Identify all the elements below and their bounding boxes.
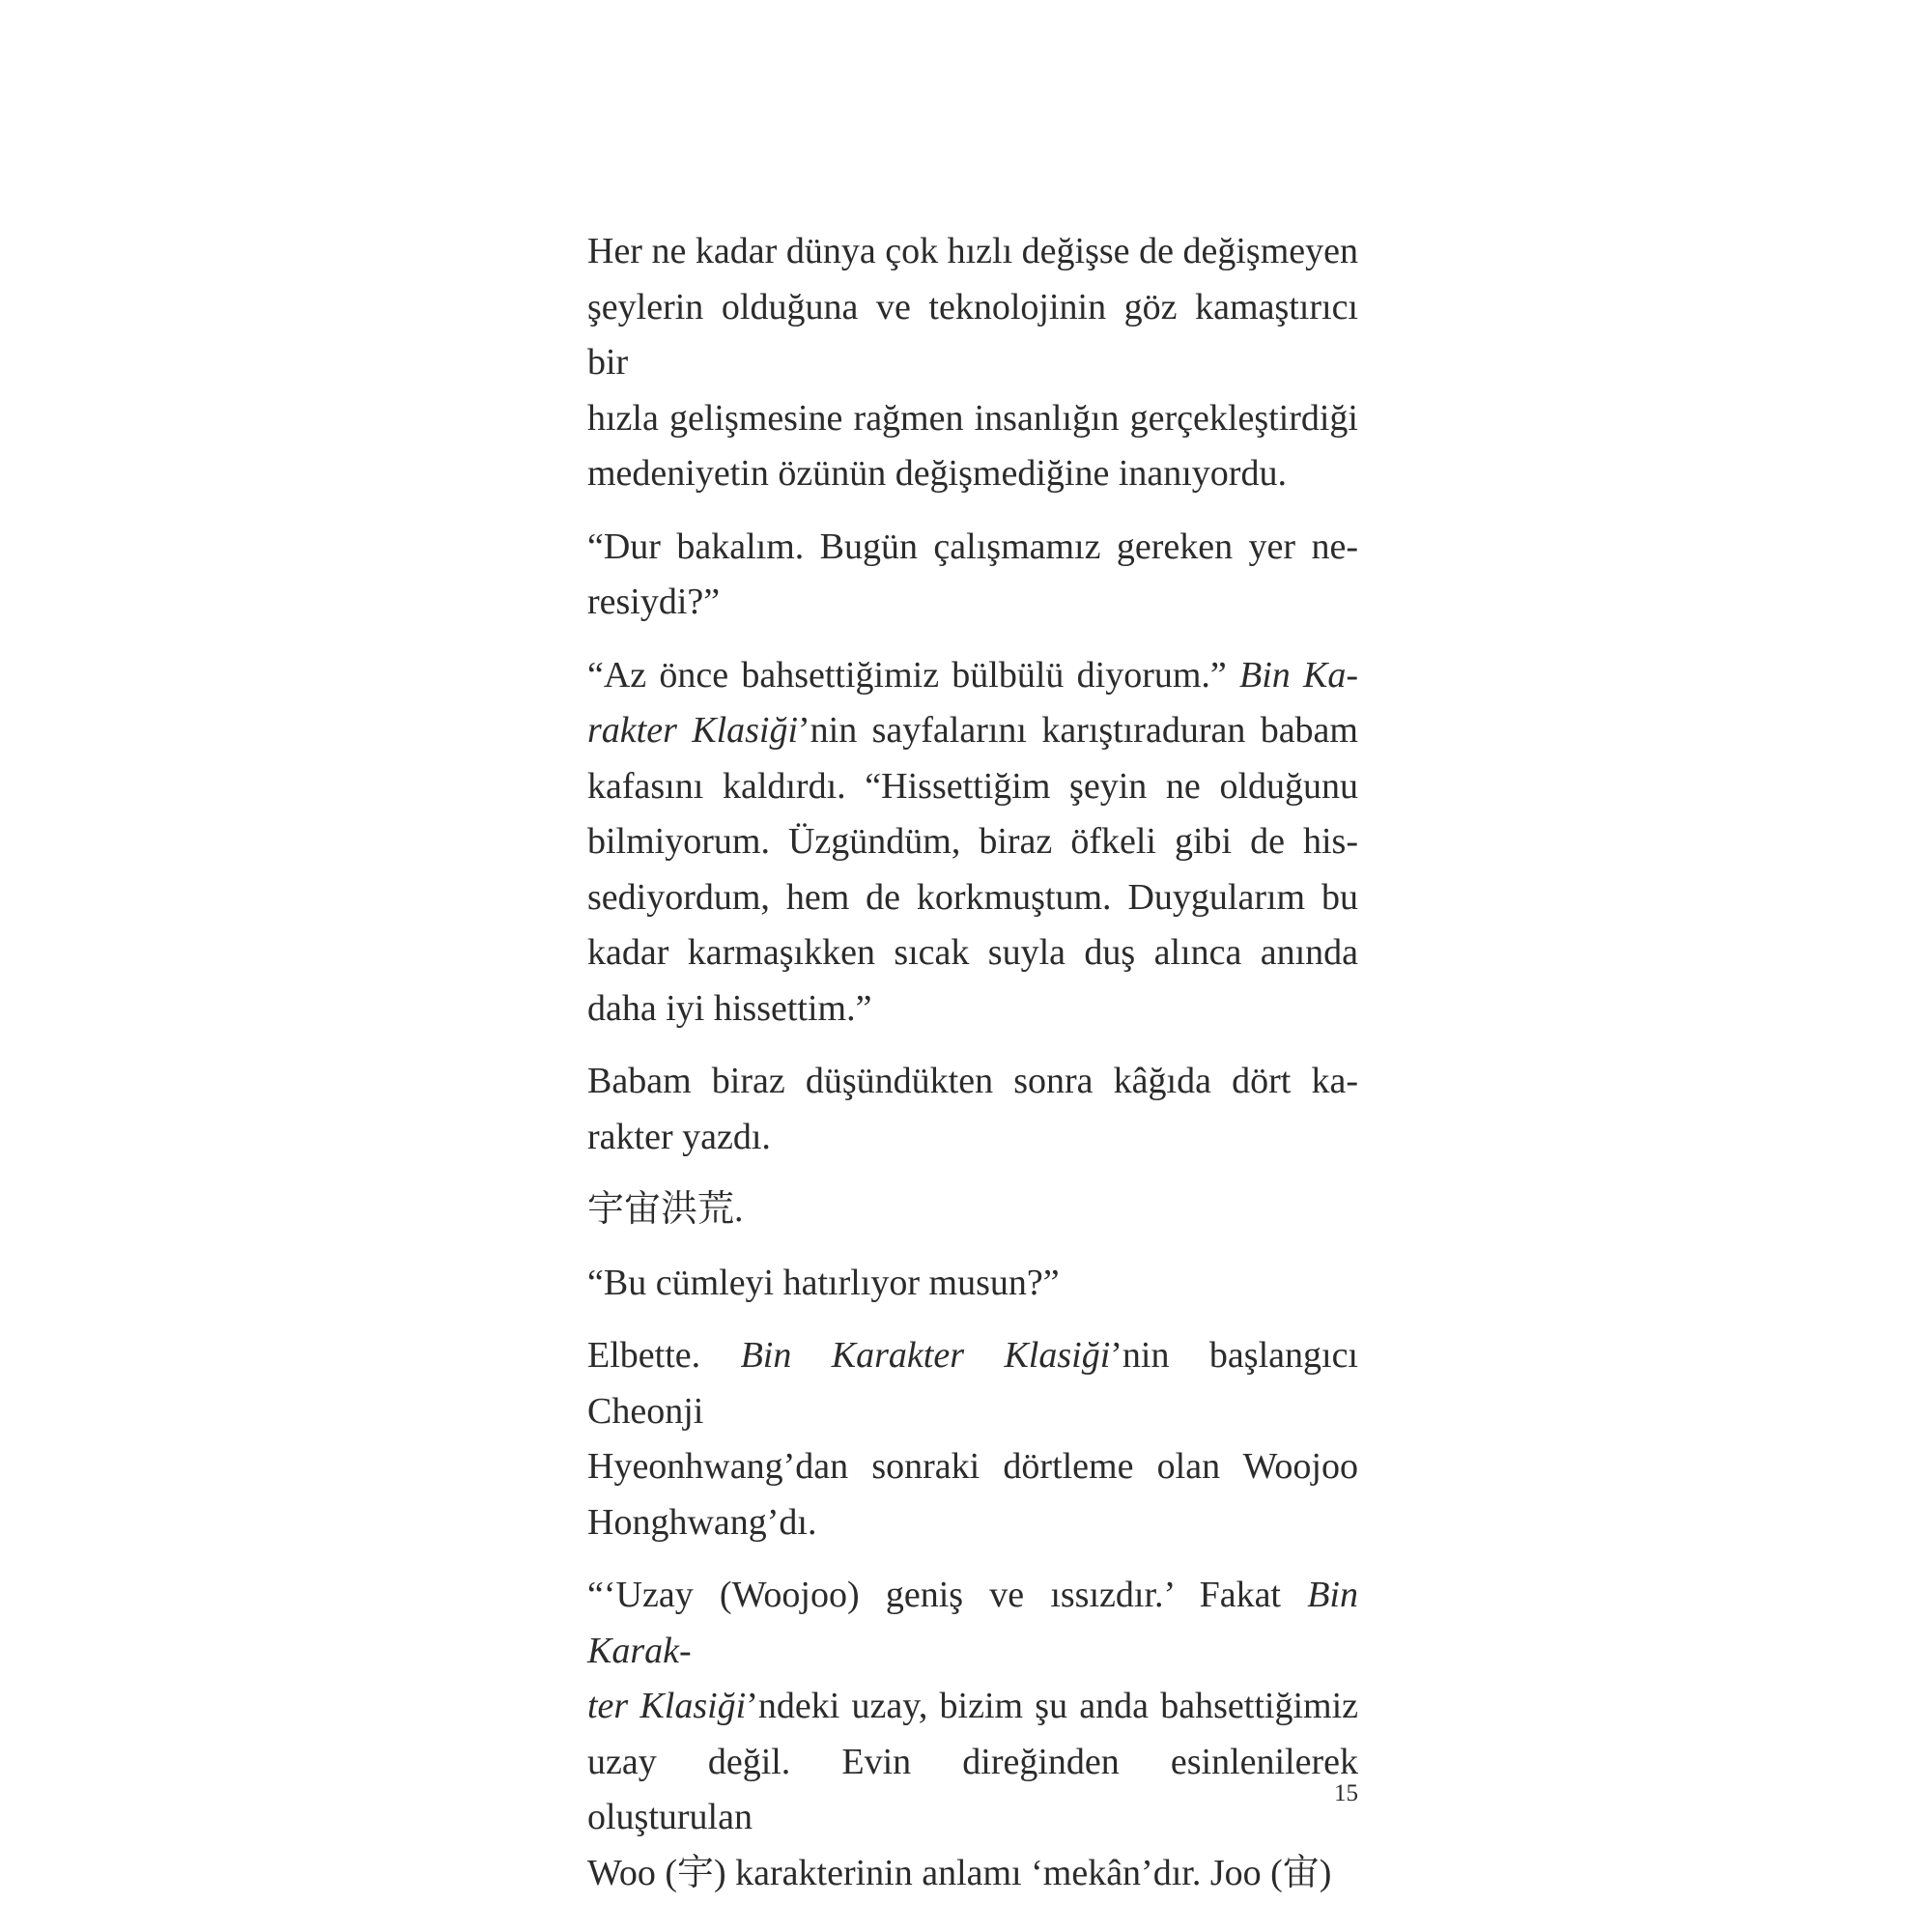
text-line — [587, 648, 1358, 704]
text-run: rakter yazdı. — [587, 1116, 771, 1157]
text-line — [587, 575, 1358, 631]
text-line — [587, 1439, 1358, 1495]
text-run: medeniyetin özünün değişmediğine inanıyordu. — [587, 453, 1287, 494]
text-line — [587, 759, 1358, 815]
text-line — [587, 1328, 1358, 1439]
text-run: Babam biraz düşündükten sonra kâğıda dört ka- — [587, 1061, 1358, 1101]
text-line — [587, 1495, 1358, 1551]
italic-title-text: Bin Karakter Klasiği — [740, 1335, 1111, 1376]
text-run: ’ndeki uzay, bizim şu anda bahsettiğimiz — [746, 1686, 1358, 1726]
text-run: Hyeonhwang’dan sonraki dörtleme olan Woojoo — [587, 1446, 1358, 1487]
text-line — [587, 703, 1358, 759]
text-line — [587, 1735, 1358, 1846]
paragraph — [587, 1182, 1358, 1238]
text-line — [587, 1679, 1358, 1735]
text-line — [587, 981, 1358, 1037]
paragraph — [587, 1256, 1358, 1312]
text-run: daha iyi hissettim.” — [587, 987, 872, 1029]
text-line — [587, 1256, 1358, 1312]
italic-title-text: rakter Klasiği — [587, 710, 799, 751]
text-line — [587, 224, 1358, 280]
text-run: “‘Uzay (Woojoo) geniş ve ıssızdır.’ Fakat — [587, 1575, 1308, 1615]
text-line — [587, 1568, 1358, 1679]
text-run: kadar karmaşıkken sıcak suyla duş alınca anında — [587, 932, 1358, 973]
text-run: “Dur bakalım. Bugün çalışmamız gereken yer ne- — [587, 526, 1358, 567]
text-run: Her ne kadar dünya çok hızlı değişse de değişmeyen — [587, 231, 1358, 271]
text-line — [587, 520, 1358, 576]
body-text — [587, 224, 1358, 1918]
text-line — [587, 391, 1358, 447]
italic-title-text: ter Klasiği — [587, 1686, 747, 1726]
paragraph — [587, 1568, 1358, 1901]
text-line — [587, 814, 1358, 870]
text-line — [587, 925, 1358, 981]
paragraph — [587, 1054, 1358, 1165]
text-run: hızla gelişmesine rağmen insanlığın gerçekleştirdiği — [587, 397, 1358, 439]
paragraph — [587, 648, 1358, 1037]
page-number: 15 — [1334, 1780, 1358, 1806]
text-line — [587, 1110, 1358, 1166]
text-run: “Az önce bahsettiğimiz bülbülü diyorum.” — [587, 654, 1239, 696]
text-run: bilmiyorum. Üzgündüm, biraz öfkeli gibi de his- — [587, 821, 1358, 862]
text-line — [587, 1182, 1358, 1238]
text-line — [587, 1054, 1358, 1110]
text-line — [587, 280, 1358, 391]
italic-title-text: Bin Ka- — [1239, 654, 1358, 696]
text-run: kafasını kaldırdı. “Hissettiğim şeyin ne olduğunu — [587, 765, 1358, 807]
text-run: şeylerin olduğuna ve teknolojinin göz kamaştırıcı bir — [587, 286, 1358, 383]
text-run: Honghwang’dı. — [587, 1501, 817, 1543]
text-line — [587, 1846, 1358, 1902]
text-run: resiydi?” — [587, 582, 721, 622]
text-run: sediyordum, hem de korkmuştum. Duygularım bu — [587, 876, 1358, 918]
paragraph — [587, 1328, 1358, 1550]
text-run: uzay değil. Evin direğinden esinlenilerek oluşturulan — [587, 1741, 1358, 1837]
text-run: ’nin başlangıcı Cheonji — [587, 1335, 1358, 1432]
paragraph — [587, 520, 1358, 631]
text-run: “Bu cümleyi hatırlıyor musun?” — [587, 1262, 1060, 1303]
text-run: 宇宙洪荒. — [587, 1189, 744, 1230]
text-run: Woo (宇) karakterinin anlamı ‘mekân’dır. Joo (宙) — [587, 1852, 1332, 1893]
paragraph — [587, 224, 1358, 502]
italic-title-text: Bin Karak- — [587, 1575, 1358, 1671]
text-line — [587, 446, 1358, 502]
text-line — [587, 870, 1358, 926]
text-run: ’nin sayfalarını karıştıraduran babam — [798, 710, 1358, 751]
text-run: Elbette. — [587, 1335, 741, 1376]
